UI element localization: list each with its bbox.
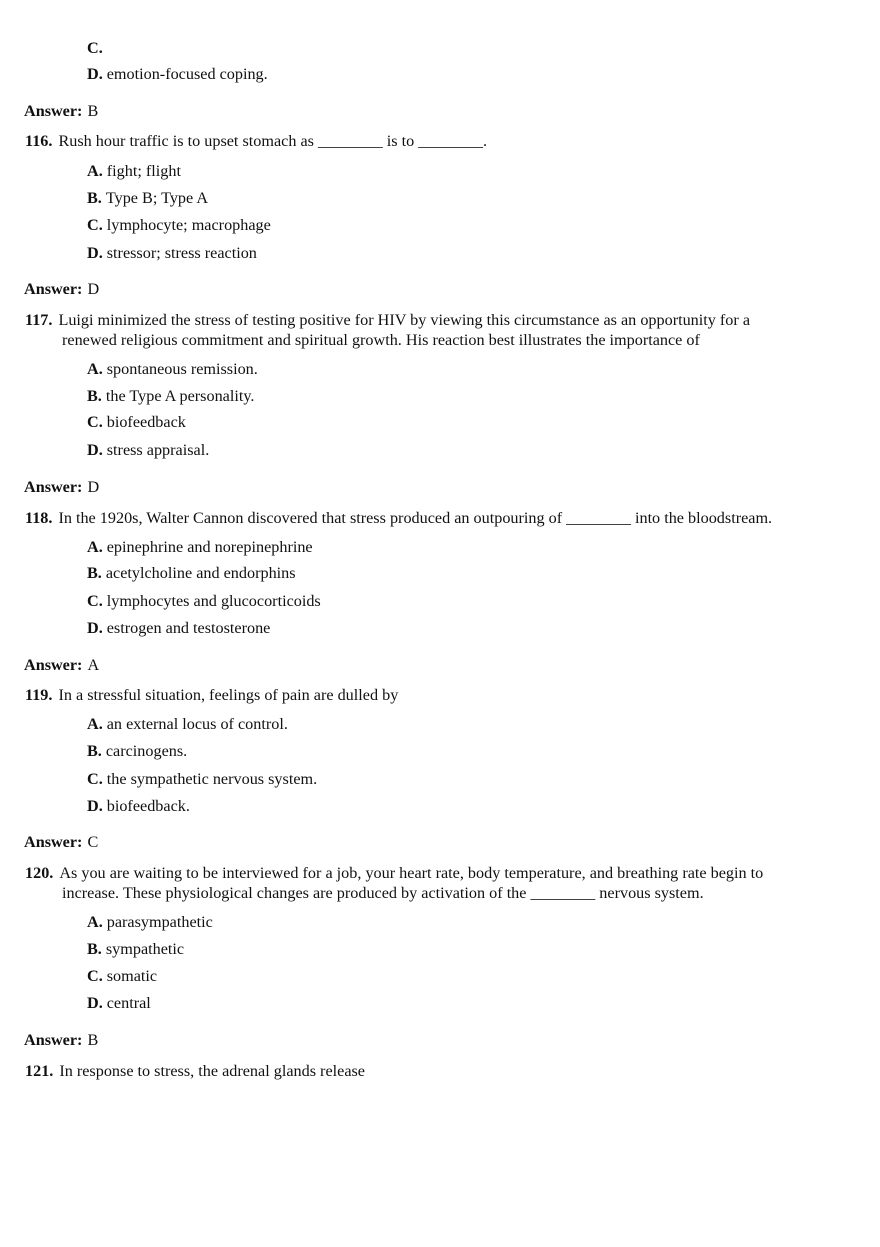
option-a bbox=[87, 161, 181, 181]
option-a bbox=[87, 537, 313, 557]
option-letter: C. bbox=[87, 216, 103, 234]
answer-line bbox=[24, 832, 98, 852]
option-c bbox=[87, 38, 107, 58]
answer-value: B bbox=[87, 1031, 99, 1049]
question-text: In a stressful situation, feelings of pain are dulled by bbox=[58, 686, 399, 704]
option-d bbox=[87, 796, 190, 816]
option-text: biofeedback bbox=[106, 413, 186, 431]
answer-value: C bbox=[87, 833, 99, 851]
answer-value: A bbox=[87, 656, 100, 674]
question-number: 120. bbox=[25, 864, 54, 882]
option-letter: C. bbox=[87, 39, 103, 57]
question-stem bbox=[25, 508, 772, 528]
question-number: 118. bbox=[25, 509, 53, 527]
question-text: Rush hour traffic is to upset stomach as ________ is to ________. bbox=[58, 132, 488, 150]
option-d bbox=[87, 64, 268, 84]
option-letter: C. bbox=[87, 770, 103, 788]
option-letter: B. bbox=[87, 387, 102, 405]
option-text: estrogen and testosterone bbox=[106, 619, 271, 637]
option-c bbox=[87, 769, 317, 789]
answer-value: D bbox=[87, 280, 100, 298]
option-letter: B. bbox=[87, 564, 102, 582]
question-stem bbox=[25, 863, 763, 883]
question-number: 121. bbox=[25, 1062, 54, 1080]
option-letter: D. bbox=[87, 797, 103, 815]
option-text: the sympathetic nervous system. bbox=[106, 770, 318, 788]
option-b bbox=[87, 741, 187, 761]
option-text: epinephrine and norepinephrine bbox=[106, 538, 313, 556]
question-number: 116. bbox=[25, 132, 53, 150]
question-text-continued: renewed religious commitment and spiritual growth. His reaction best illustrates the importance of bbox=[62, 331, 700, 349]
option-a bbox=[87, 359, 258, 379]
question-text-continued: increase. These physiological changes are produced by activation of the ________ nervous system. bbox=[62, 884, 704, 902]
option-c bbox=[87, 966, 157, 986]
option-text: emotion-focused coping. bbox=[106, 65, 268, 83]
option-letter: D. bbox=[87, 65, 103, 83]
option-letter: D. bbox=[87, 441, 103, 459]
answer-value: B bbox=[87, 102, 99, 120]
option-text: the Type A personality. bbox=[105, 387, 255, 405]
option-text: somatic bbox=[106, 967, 158, 985]
option-text: an external locus of control. bbox=[106, 715, 288, 733]
option-letter: A. bbox=[87, 538, 103, 556]
option-text: spontaneous remission. bbox=[106, 360, 258, 378]
answer-line bbox=[24, 1030, 98, 1050]
question-stem bbox=[25, 310, 750, 330]
option-letter: D. bbox=[87, 619, 103, 637]
question-stem bbox=[25, 131, 487, 151]
option-a bbox=[87, 912, 213, 932]
option-text: stress appraisal. bbox=[106, 441, 210, 459]
question-text: Luigi minimized the stress of testing positive for HIV by viewing this circumstance as an opportunity for a bbox=[58, 311, 751, 329]
answer-value: D bbox=[87, 478, 100, 496]
option-letter: C. bbox=[87, 967, 103, 985]
option-letter: A. bbox=[87, 715, 103, 733]
question-number: 119. bbox=[25, 686, 53, 704]
option-text: acetylcholine and endorphins bbox=[105, 564, 296, 582]
question-stem bbox=[25, 1061, 365, 1081]
option-letter: D. bbox=[87, 244, 103, 262]
answer-line bbox=[24, 101, 98, 121]
answer-label: Answer: bbox=[24, 478, 83, 496]
option-a bbox=[87, 714, 288, 734]
option-letter: D. bbox=[87, 994, 103, 1012]
option-text: biofeedback. bbox=[106, 797, 190, 815]
option-letter: B. bbox=[87, 940, 102, 958]
option-text: fight; flight bbox=[106, 162, 181, 180]
answer-label: Answer: bbox=[24, 656, 83, 674]
option-c bbox=[87, 591, 321, 611]
option-b bbox=[87, 939, 184, 959]
option-text: Type B; Type A bbox=[105, 189, 209, 207]
answer-line bbox=[24, 477, 99, 497]
option-b bbox=[87, 386, 254, 406]
option-letter: A. bbox=[87, 162, 103, 180]
answer-line bbox=[24, 655, 99, 675]
option-text: lymphocyte; macrophage bbox=[106, 216, 271, 234]
option-c bbox=[87, 215, 271, 235]
option-text: central bbox=[106, 994, 151, 1012]
answer-label: Answer: bbox=[24, 1031, 83, 1049]
option-letter: C. bbox=[87, 592, 103, 610]
option-d bbox=[87, 993, 151, 1013]
question-stem bbox=[25, 685, 398, 705]
option-d bbox=[87, 618, 270, 638]
option-c bbox=[87, 412, 186, 432]
option-letter: C. bbox=[87, 413, 103, 431]
option-text: carcinogens. bbox=[105, 742, 188, 760]
option-b bbox=[87, 188, 208, 208]
question-text: As you are waiting to be interviewed for a job, your heart rate, body temperature, and breathing rate begin to bbox=[59, 864, 764, 882]
option-text: stressor; stress reaction bbox=[106, 244, 257, 262]
option-letter: A. bbox=[87, 360, 103, 378]
answer-line bbox=[24, 279, 99, 299]
option-letter: B. bbox=[87, 742, 102, 760]
option-d bbox=[87, 243, 257, 263]
question-text: In response to stress, the adrenal glands release bbox=[59, 1062, 365, 1080]
question-number: 117. bbox=[25, 311, 53, 329]
answer-label: Answer: bbox=[24, 102, 83, 120]
option-text: lymphocytes and glucocorticoids bbox=[106, 592, 321, 610]
answer-label: Answer: bbox=[24, 833, 83, 851]
option-letter: A. bbox=[87, 913, 103, 931]
answer-label: Answer: bbox=[24, 280, 83, 298]
option-letter: B. bbox=[87, 189, 102, 207]
option-text: sympathetic bbox=[105, 940, 185, 958]
option-text: parasympathetic bbox=[106, 913, 213, 931]
option-b bbox=[87, 563, 296, 583]
option-d bbox=[87, 440, 209, 460]
question-text: In the 1920s, Walter Cannon discovered that stress produced an outpouring of ________ into the bloodstream. bbox=[58, 509, 773, 527]
